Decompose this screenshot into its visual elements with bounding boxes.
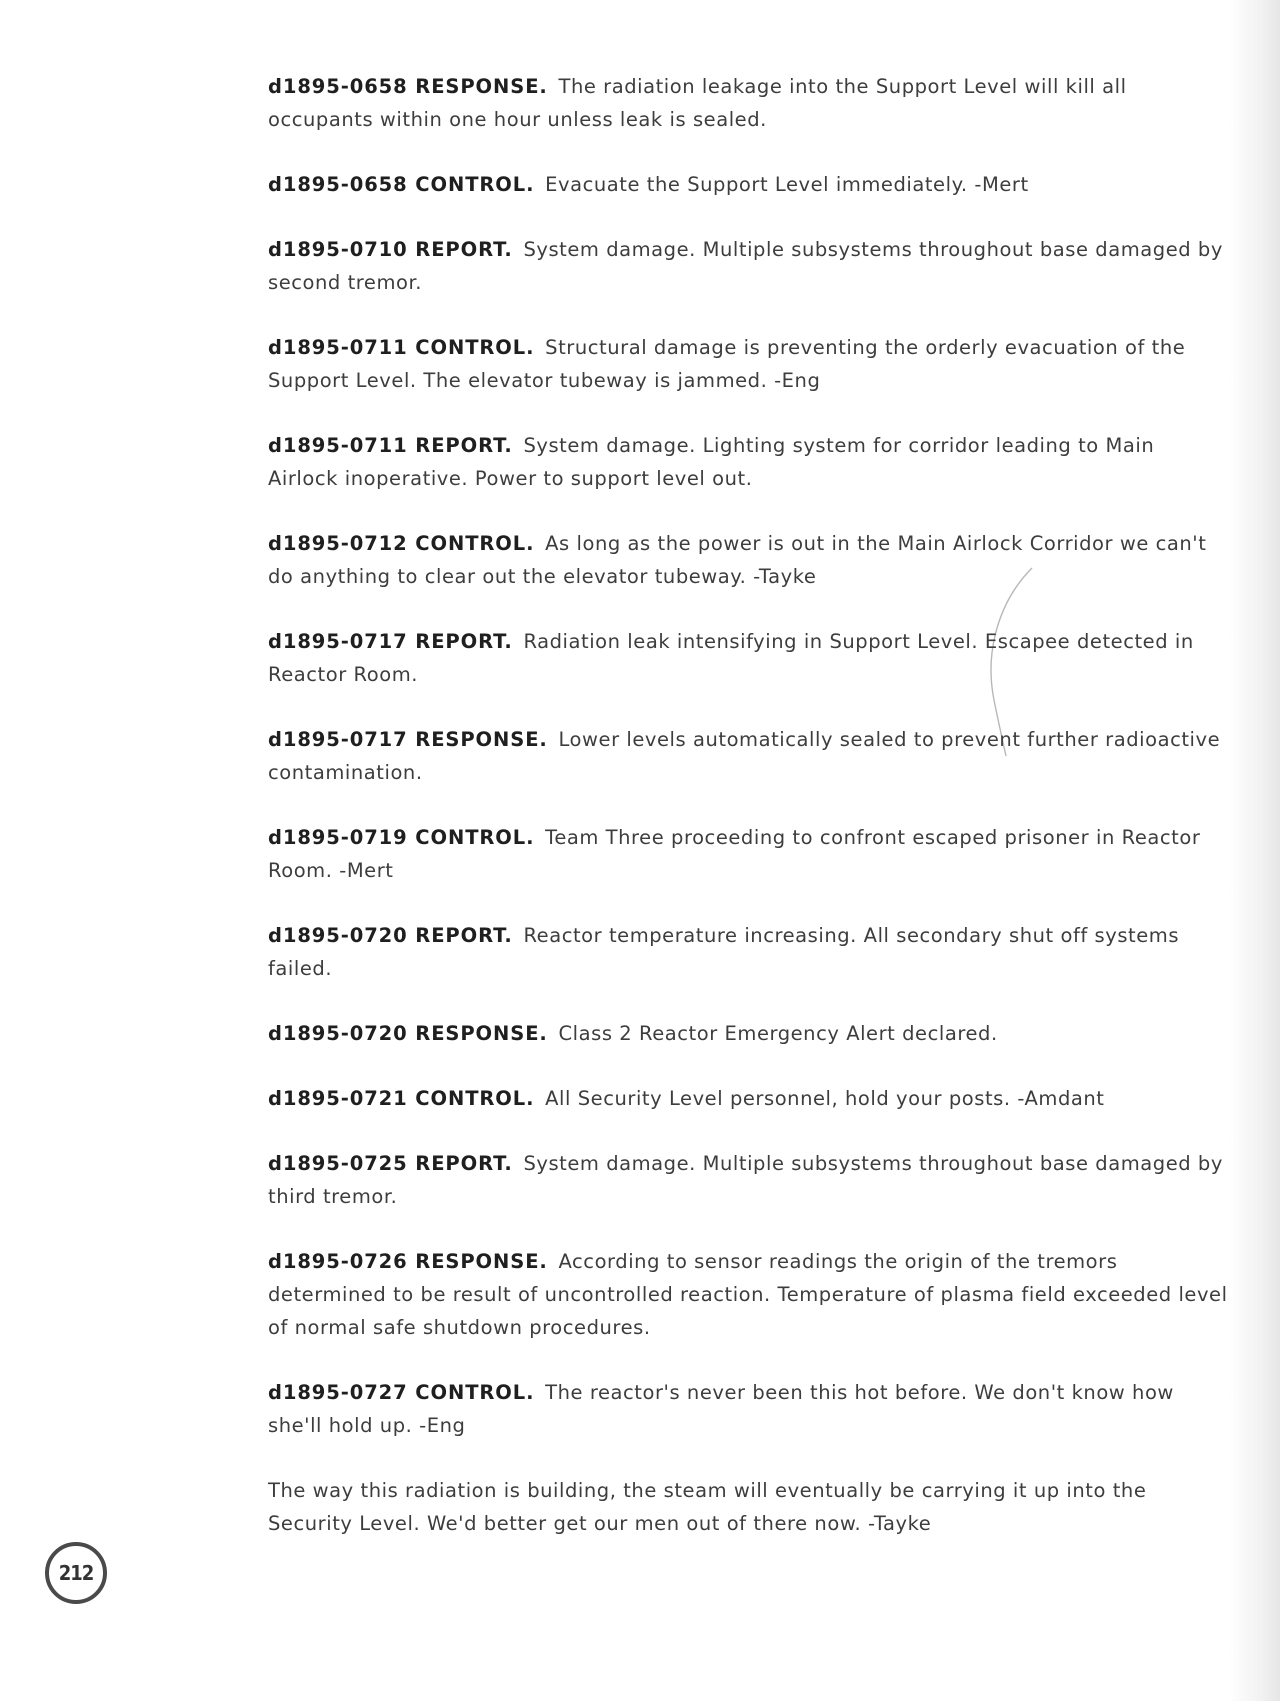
entry-text: All Security Level personnel, hold your posts. -Amdant — [545, 1087, 1105, 1110]
entry-code: d1895-0725 REPORT. — [268, 1152, 513, 1175]
entry-text: According to sensor readings the origin of the tremors determined to be result of uncontrolled reaction. Temperature of plasma field exceeded level of normal safe shutdown procedures. — [268, 1250, 1228, 1339]
log-entry — [268, 331, 1228, 397]
log-entry — [268, 233, 1228, 299]
page-number-badge — [45, 1542, 107, 1604]
entry-text: Reactor temperature increasing. All secondary shut off systems failed. — [268, 924, 1180, 980]
entry-code: d1895-0711 CONTROL. — [268, 336, 535, 359]
closing-paragraph — [268, 1474, 1228, 1540]
entry-text: As long as the power is out in the Main Airlock Corridor we can't do anything to clear out the elevator tubeway. -Tayke — [268, 532, 1207, 588]
log-entry — [268, 429, 1228, 495]
entry-code: d1895-0712 CONTROL. — [268, 532, 535, 555]
entry-code: d1895-0726 RESPONSE. — [268, 1250, 548, 1273]
log-entry — [268, 723, 1228, 789]
log-entry — [268, 168, 1228, 201]
entry-code: d1895-0658 RESPONSE. — [268, 75, 548, 98]
entry-text: The way this radiation is building, the steam will eventually be carrying it up into the Security Level. We'd better get our men out of there now. -Tayke — [268, 1479, 1147, 1535]
entry-code: d1895-0658 CONTROL. — [268, 173, 535, 196]
entry-text: System damage. Multiple subsystems throughout base damaged by third tremor. — [268, 1152, 1223, 1208]
entry-text: The radiation leakage into the Support Level will kill all occupants within one hour unless leak is sealed. — [268, 75, 1127, 131]
log-entry — [268, 1376, 1228, 1442]
entry-code: d1895-0719 CONTROL. — [268, 826, 535, 849]
entry-code: d1895-0711 REPORT. — [268, 434, 513, 457]
log-entry — [268, 527, 1228, 593]
log-entries — [268, 70, 1228, 1572]
entry-code: d1895-0727 CONTROL. — [268, 1381, 535, 1404]
log-entry — [268, 1245, 1228, 1344]
entry-text: Structural damage is preventing the orderly evacuation of the Support Level. The elevator tubeway is jammed. -Eng — [268, 336, 1186, 392]
log-entry — [268, 1082, 1228, 1115]
entry-text: The reactor's never been this hot before. We don't know how she'll hold up. -Eng — [268, 1381, 1174, 1437]
entry-text: Class 2 Reactor Emergency Alert declared. — [558, 1022, 998, 1045]
log-entry — [268, 1147, 1228, 1213]
entry-code: d1895-0720 RESPONSE. — [268, 1022, 548, 1045]
log-entry — [268, 821, 1228, 887]
log-entry — [268, 1017, 1228, 1050]
log-entry — [268, 919, 1228, 985]
entry-text: Evacuate the Support Level immediately. -Mert — [545, 173, 1029, 196]
entry-code: d1895-0721 CONTROL. — [268, 1087, 535, 1110]
entry-code: d1895-0720 REPORT. — [268, 924, 513, 947]
entry-text: Lower levels automatically sealed to prevent further radioactive contamination. — [268, 728, 1221, 784]
entry-text: System damage. Multiple subsystems throughout base damaged by second tremor. — [268, 238, 1223, 294]
entry-code: d1895-0717 RESPONSE. — [268, 728, 548, 751]
entry-code: d1895-0710 REPORT. — [268, 238, 513, 261]
log-entry — [268, 70, 1228, 136]
entry-text: System damage. Lighting system for corridor leading to Main Airlock inoperative. Power to support level out. — [268, 434, 1155, 490]
entry-text: Team Three proceeding to confront escaped prisoner in Reactor Room. -Mert — [268, 826, 1201, 882]
entry-text: Radiation leak intensifying in Support Level. Escapee detected in Reactor Room. — [268, 630, 1194, 686]
page-number: 212 — [58, 1561, 94, 1585]
log-entry — [268, 625, 1228, 691]
entry-code: d1895-0717 REPORT. — [268, 630, 513, 653]
